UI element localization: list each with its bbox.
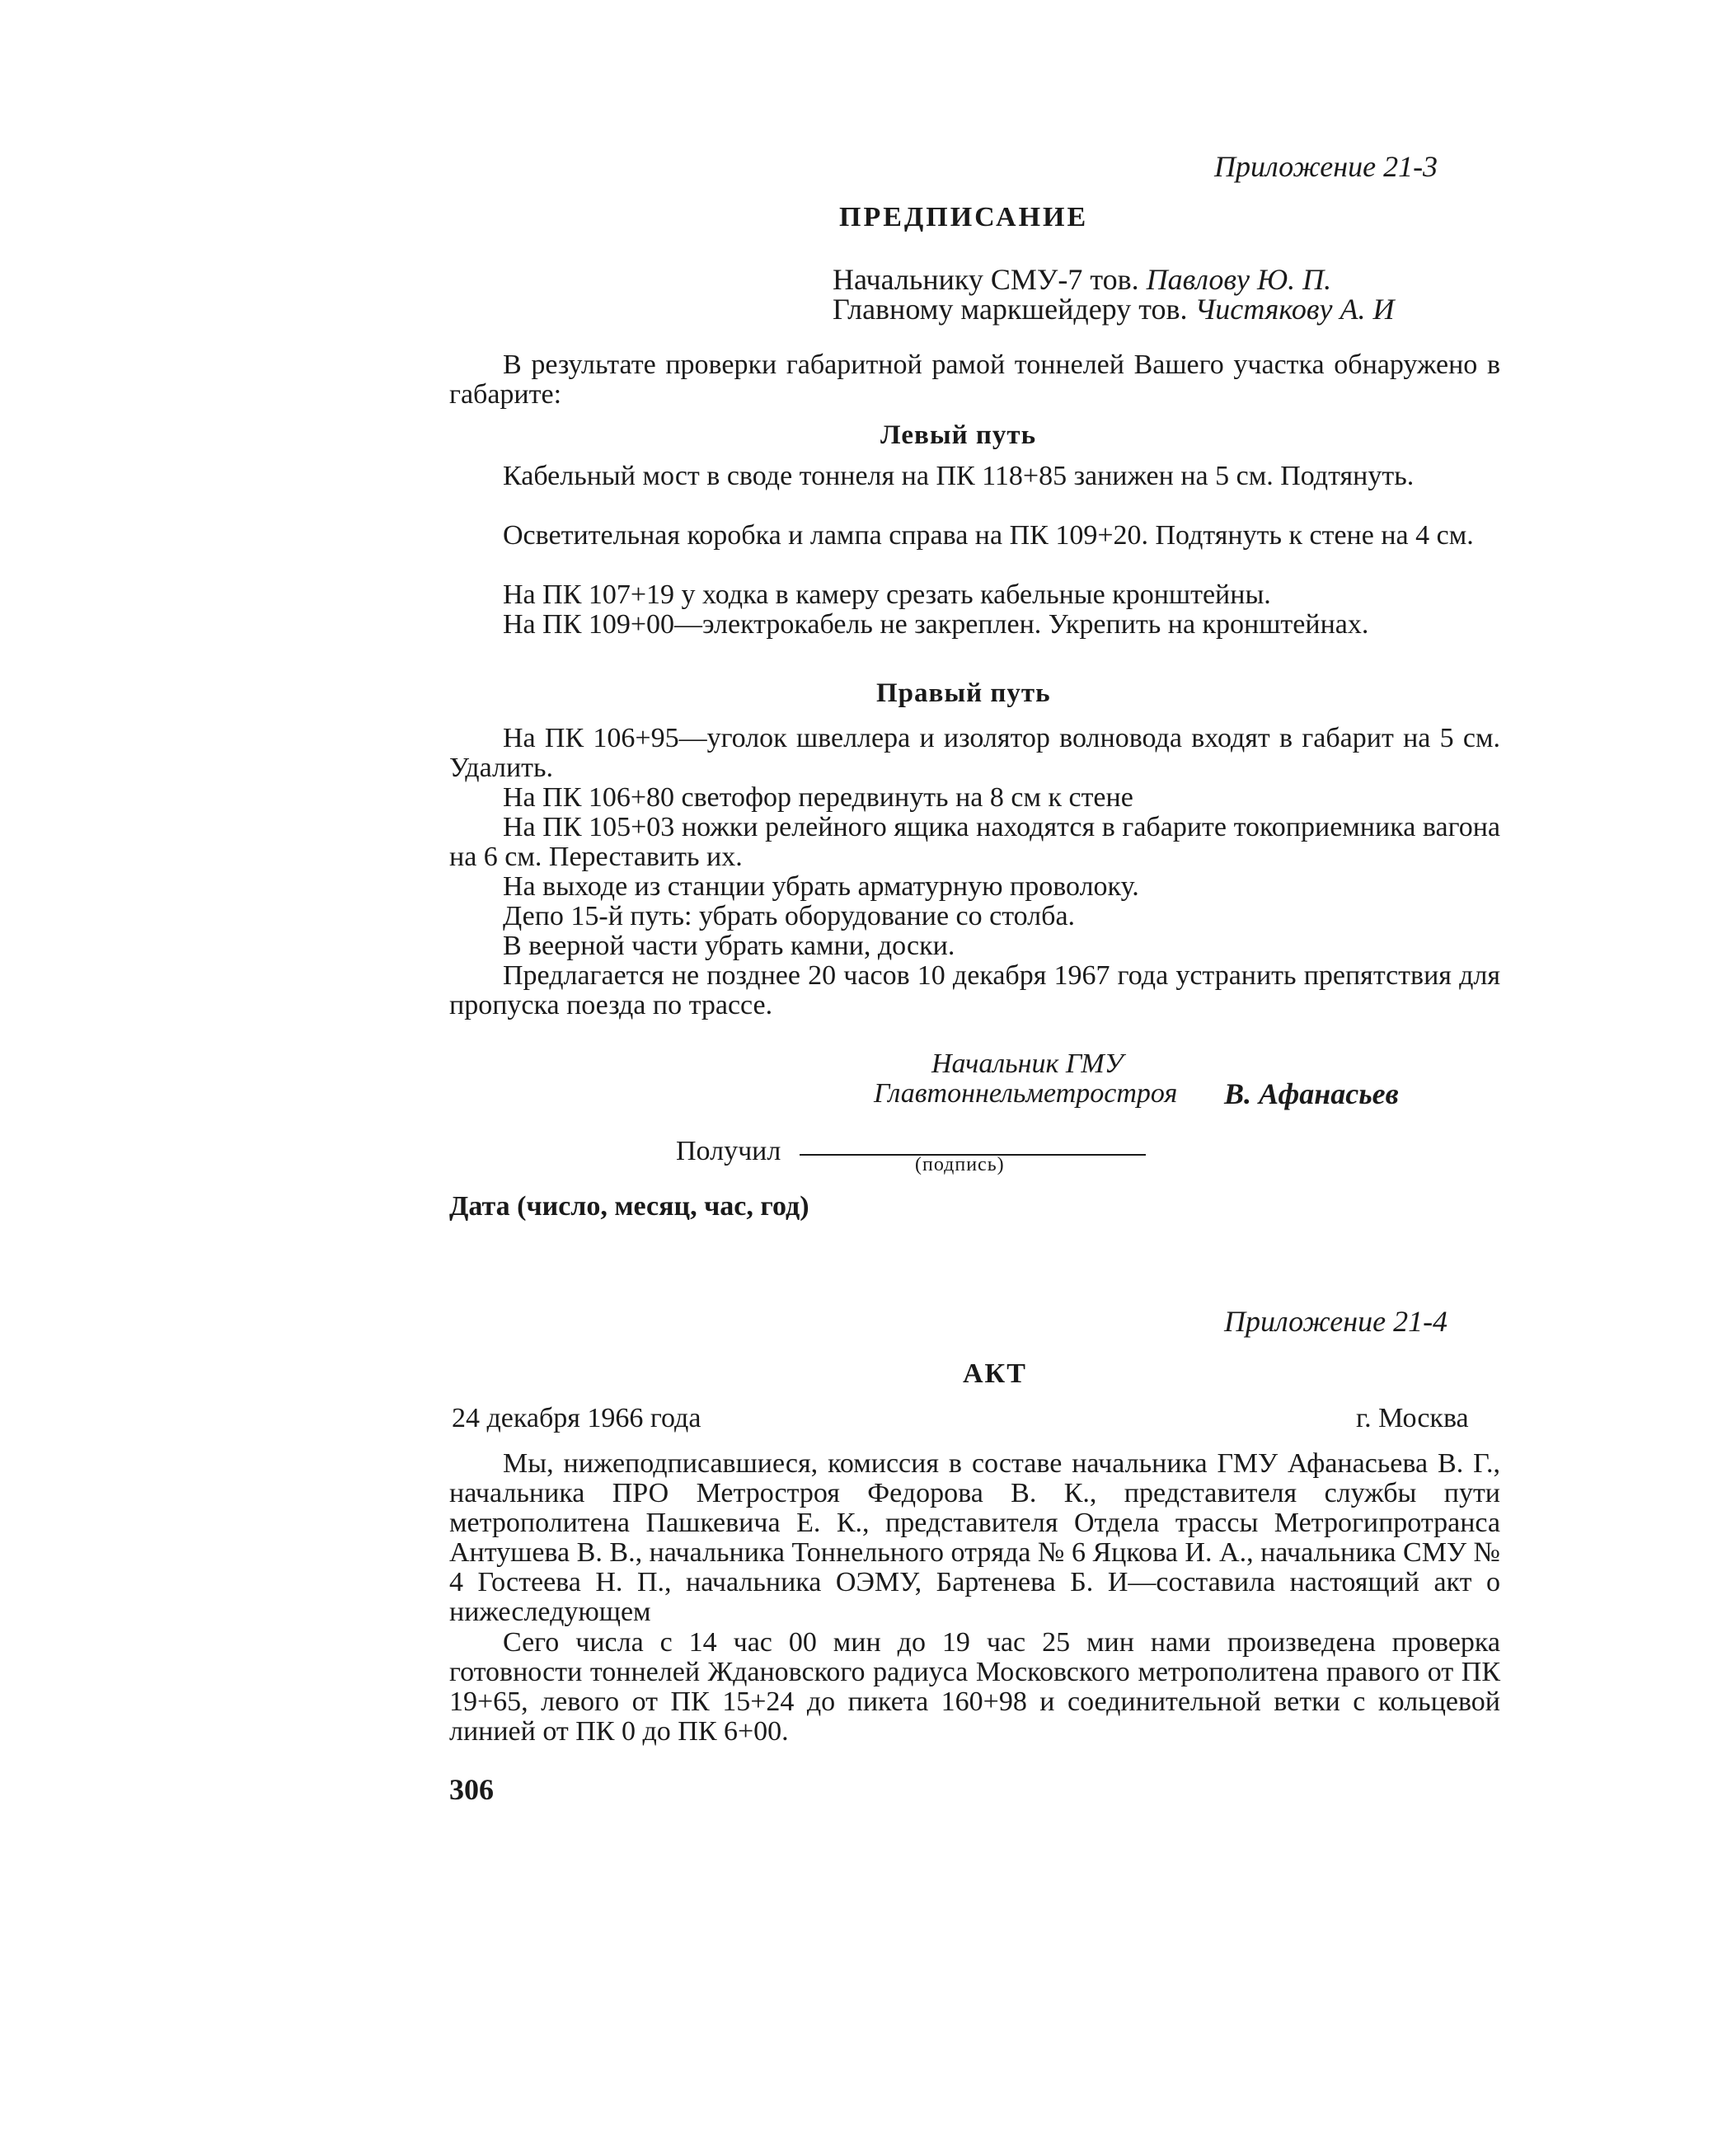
left-item-2: Осветительная коробка и лампа справа на ПК 109+20. Подтянуть к стене на 4 см.: [503, 520, 1474, 551]
right-item-3: На ПК 105+03 ножки релейного ящика находятся в габарите токоприемника вагона на 6 см. Переставить их.: [449, 812, 1500, 872]
received-label: Получил: [676, 1136, 781, 1166]
addressee-1-name: Павлову Ю. П.: [1146, 263, 1332, 296]
act-paragraph-1: Мы, нижеподписавшиеся, комиссия в составе начальника ГМУ Афанасьева В. Г., начальника ПРО Метростроя Федорова В. К., представителя службы пути метрополитена Пашкевича Е. К., представителя Отдела трассы Метрогипротранса Антушева В. В., начальника Тоннельного отряда № 6 Яцкова И. А., начальника СМУ № 4 Гостеева Н. П., начальника ОЭМУ, Бартенева Б. И—составила настоящий акт о нижеследующем: [449, 1448, 1500, 1627]
left-item-4: На ПК 109+00—электрокабель не закреплен. Укрепить на кронштейнах.: [503, 609, 1369, 640]
right-item-1: На ПК 106+95—уголок швеллера и изолятор волновода входят в габарит на 5 см. Удалить.: [449, 723, 1500, 783]
signer-title-2: Главтоннельметростроя: [874, 1078, 1178, 1109]
signature-caption: (подпись): [915, 1154, 1005, 1175]
act-date: 24 декабря 1966 года: [452, 1403, 701, 1433]
addressee-2-name: Чистякову А. И: [1194, 293, 1395, 326]
right-track-heading: Правый путь: [876, 678, 1051, 708]
deadline-paragraph: Предлагается не позднее 20 часов 10 декабря 1967 года устранить препятствия для пропуска поезда по трассе.: [449, 960, 1500, 1020]
page-number: 306: [449, 1773, 494, 1806]
left-item-3: На ПК 107+19 у ходка в камеру срезать кабельные кронштейны.: [503, 579, 1271, 610]
act-title: АКТ: [963, 1358, 1027, 1389]
left-item-1: Кабельный мост в своде тоннеля на ПК 118+85 занижен на 5 см. Подтянуть.: [503, 461, 1415, 491]
intro-paragraph: В результате проверки габаритной рамой тоннелей Вашего участка обнаружено в габарите:: [449, 349, 1500, 410]
addressee-line-2: [833, 292, 1394, 326]
addressee-1-prefix: Начальнику СМУ-7 тов.: [833, 263, 1139, 296]
appendix-21-3-label: Приложение 21-3: [1214, 150, 1438, 183]
signer-title-1: Начальник ГМУ: [931, 1048, 1124, 1079]
prescription-title: ПРЕДПИСАНИЕ: [839, 202, 1089, 232]
right-item-2: На ПК 106+80 светофор передвинуть на 8 см к стене: [503, 782, 1133, 813]
date-label: Дата (число, месяц, час, год): [449, 1191, 809, 1222]
addressee-2-prefix: Главному маркшейдеру тов.: [833, 293, 1188, 326]
right-item-5: Депо 15-й путь: убрать оборудование со столба.: [503, 901, 1076, 931]
appendix-21-4-label: Приложение 21-4: [1224, 1305, 1448, 1338]
act-city: г. Москва: [1356, 1403, 1469, 1433]
signer-name: В. Афанасьев: [1224, 1077, 1399, 1110]
act-paragraph-2: Сего числа с 14 час 00 мин до 19 час 25 мин нами произведена проверка готовности тоннелей Ждановского радиуса Московского метрополитена правого от ПК 19+65, левого от ПК 15+24 до пикета 160+98 и соединительной ветки с кольцевой линией от ПК 0 до ПК 6+00.: [449, 1627, 1500, 1747]
right-item-6: В веерной части убрать камни, доски.: [503, 931, 955, 961]
right-item-4: На выходе из станции убрать арматурную проволоку.: [503, 871, 1139, 902]
left-track-heading: Левый путь: [880, 420, 1037, 450]
